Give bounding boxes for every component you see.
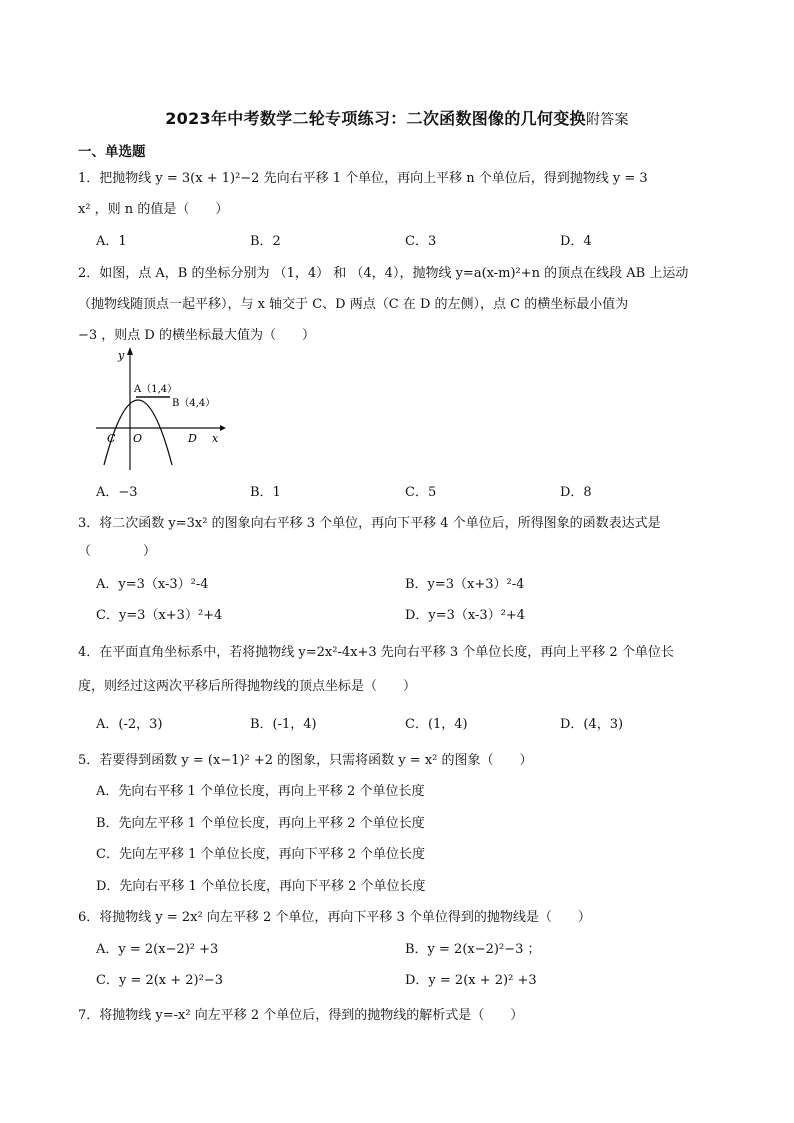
y-axis-label: y — [118, 349, 125, 362]
q3-option-c: C．y=3（x+3）²+4 — [96, 608, 223, 623]
x-axis-arrow-icon — [220, 425, 226, 431]
q2-stem-line2: （抛物线随顶点一起平移），与 x 轴交于 C、D 两点（C 在 D 的左侧），点 C 的横坐标最小值为 — [78, 297, 629, 312]
y-axis-arrow-icon — [127, 347, 133, 355]
q1-stem-line1: 1．把抛物线 y = 3(x + 1)²−2 先向右平移 1 个单位，再向上平移 n 个单位后，得到抛物线 y = 3 — [78, 171, 648, 186]
q3-stem-line2: （ ） — [78, 544, 157, 559]
q3-option-a: A．y=3（x-3）²-4 — [96, 577, 209, 592]
q7-stem-line1: 7．将抛物线 y=-x² 向左平移 2 个单位后，得到的抛物线的解析式是（ ） — [78, 1008, 524, 1023]
q3-option-d: D．y=3（x-3）²+4 — [405, 608, 526, 623]
q5-option-b: B．先向左平移 1 个单位长度，再向上平移 2 个单位长度 — [96, 816, 425, 831]
q5-option-a: A．先向右平移 1 个单位长度，再向上平移 2 个单位长度 — [96, 784, 425, 799]
q1-option-c: C．3 — [405, 234, 437, 249]
q5-stem-line1: 5．若要得到函数 y = (x−1)² +2 的图象，只需将函数 y = x² 的图象（ ） — [78, 753, 533, 768]
q4-stem-line2: 度，则经过这两次平移后所得抛物线的顶点坐标是（ ） — [78, 679, 417, 694]
q3-stem-line1: 3．将二次函数 y=3x² 的图象向右平移 3 个单位，再向下平移 4 个单位后，所得图象的函数表达式是 — [78, 516, 661, 531]
point-a-label: A（1,4） — [134, 384, 178, 395]
section-heading: 一、单选题 — [78, 144, 146, 160]
point-c-label: C — [107, 432, 116, 445]
q6-option-d: D．y = 2(x + 2)² +3 — [405, 973, 537, 988]
q2-option-b: B．1 — [250, 485, 281, 500]
q2-stem-line3: −3 ，则点 D 的横坐标最大值为（ ） — [78, 328, 315, 343]
point-b-label: B（4,4） — [172, 398, 216, 409]
q4-option-c: C．(1，4) — [405, 717, 468, 732]
q6-option-b: B．y = 2(x−2)²−3 ； — [405, 942, 541, 957]
q2-parabola-graph — [96, 345, 226, 470]
point-d-label: D — [188, 432, 197, 445]
q1-option-b: B．2 — [250, 234, 281, 249]
q2-option-c: C．5 — [405, 485, 437, 500]
q6-option-c: C．y = 2(x + 2)²−3 — [96, 973, 223, 988]
q2-option-a: A．−3 — [96, 485, 138, 500]
q1-option-d: D．4 — [560, 234, 592, 249]
x-axis-label: x — [212, 432, 219, 445]
q4-option-b: B．(-1，4) — [250, 717, 317, 732]
title-suffix: 附答案 — [585, 112, 629, 128]
q1-option-a: A．1 — [96, 234, 127, 249]
q6-stem-line1: 6．将抛物线 y = 2x² 向左平移 2 个单位，再向下平移 3 个单位得到的抛物线是（ ） — [78, 910, 591, 925]
q4-stem-line1: 4．在平面直角坐标系中，若将抛物线 y=2x²-4x+3 先向右平移 3 个单位长度，再向上平移 2 个单位长 — [78, 645, 674, 660]
q4-option-d: D．(4，3) — [560, 717, 624, 732]
title-text: 2023年中考数学二轮专项练习：二次函数图像的几何变换 — [165, 109, 586, 128]
q3-option-b: B．y=3（x+3）²-4 — [405, 577, 525, 592]
page-title — [0, 106, 794, 129]
origin-label: O — [133, 432, 143, 445]
q1-stem-line2: x² ，则 n 的值是（ ） — [78, 202, 229, 217]
q5-option-d: D．先向右平移 1 个单位长度，再向下平移 2 个单位长度 — [96, 879, 426, 894]
q4-option-a: A．(-2，3) — [96, 717, 163, 732]
q5-option-c: C．先向左平移 1 个单位长度，再向下平移 2 个单位长度 — [96, 847, 426, 862]
q2-stem-line1: 2．如图，点 A，B 的坐标分别为 （1，4） 和 （4，4），抛物线 y=a(x-m)²+n 的顶点在线段 AB 上运动 — [78, 266, 689, 281]
q6-option-a: A．y = 2(x−2)² +3 — [96, 942, 219, 957]
q2-option-d: D．8 — [560, 485, 592, 500]
